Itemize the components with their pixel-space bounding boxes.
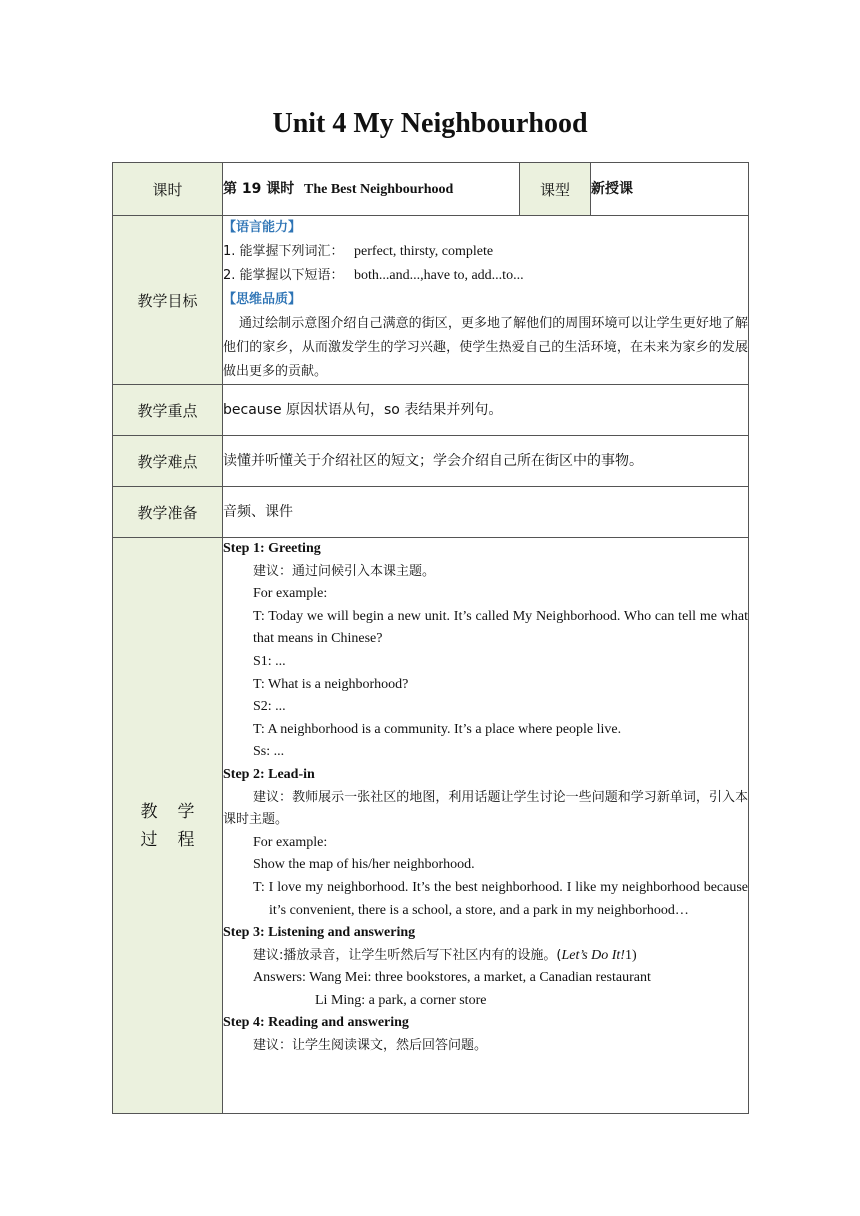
document-title: Unit 4 My Neighbourhood <box>272 108 588 139</box>
key-points-text: because 原因状语从句，so 表结果并列句。 <box>223 385 749 436</box>
step1-example: For example: <box>253 586 328 602</box>
lesson-value <box>223 163 520 216</box>
header-row <box>113 163 749 216</box>
difficulties-text: 读懂并听懂关于介绍社区的短文；学会介绍自己所在街区中的事物。 <box>223 436 749 487</box>
process-row <box>113 538 749 1114</box>
preparation-text: 音频、课件 <box>223 487 749 538</box>
step3-advice: 建议:播放录音，让学生听然后写下社区内有的设施。(Let’s Do It!1) <box>253 947 637 963</box>
type-label: 课型 <box>520 163 591 216</box>
step1-advice: 建议：通过问候引入本课主题。 <box>253 563 436 579</box>
lesson-label: 课时 <box>113 163 223 216</box>
step2-advice: 建议：教师展示一张社区的地图，利用话题让学生讨论一些问题和学习新单词，引入本课时主题。 <box>223 789 748 828</box>
objective-paragraph: 通过绘制示意图介绍自己满意的街区，更多地了解他们的周围环境可以让学生更好地了解他们的家乡，从而激发学生的学习兴趣，使学生热爱自己的生活环境，在未来为家乡的发展做出更多的贡献。 <box>223 316 748 379</box>
step1-dialogue-t3: T: A neighborhood is a community. It’s a place where people live. <box>253 721 622 737</box>
key-points-row <box>113 385 749 436</box>
process-label-line2: 过程 <box>140 829 215 850</box>
step3-answers-1: Answers: Wang Mei: three bookstores, a market, a Canadian restaurant <box>253 970 651 986</box>
step1-dialogue-ss: Ss: ... <box>253 744 285 760</box>
lesson-number: 第 19 课时 <box>223 180 295 197</box>
lesson-plan-table <box>112 162 749 1114</box>
step1-dialogue-s1: S1: ... <box>253 653 286 669</box>
objectives-label: 教学目标 <box>113 216 223 385</box>
objective-item-1: 1. 能掌握下列词汇： perfect, thirsty, complete <box>223 244 494 259</box>
process-label-line1: 教学 <box>140 801 215 822</box>
preparation-row <box>113 487 749 538</box>
step2-example: For example: <box>253 834 328 850</box>
step4-advice: 建议：让学生阅读课文，然后回答问题。 <box>253 1038 488 1054</box>
difficulties-row <box>113 436 749 487</box>
step2-show: Show the map of his/her neighborhood. <box>253 857 475 873</box>
step2-title: Step 2: Lead-in <box>223 766 315 782</box>
step3-answers-2: Li Ming: a park, a corner store <box>315 992 487 1008</box>
preparation-label: 教学准备 <box>113 487 223 538</box>
process-label <box>113 538 223 1114</box>
lesson-topic: The Best Neighbourhood <box>303 181 454 197</box>
process-content <box>223 538 749 1114</box>
step4-title: Step 4: Reading and answering <box>223 1015 409 1031</box>
step1-dialogue-t2: T: What is a neighborhood? <box>253 676 409 692</box>
section-thinking-quality: 【思维品质】 <box>223 292 302 307</box>
step2-dialogue: T: I love my neighborhood. It’s the best neighborhood. I like my neighborhood because it’s convenient, there is a school, a store, and a park in my neighborhood… <box>253 879 748 918</box>
section-language-ability: 【语言能力】 <box>223 220 302 235</box>
objectives-row <box>113 216 749 385</box>
type-value: 新授课 <box>591 163 749 216</box>
step3-title: Step 3: Listening and answering <box>223 925 416 941</box>
step1-title: Step 1: Greeting <box>223 541 321 556</box>
difficulties-label: 教学难点 <box>113 436 223 487</box>
objectives-content <box>223 216 749 385</box>
objective-item-2: 2. 能掌握以下短语： both...and...,have to, add...to... <box>223 268 524 283</box>
key-points-label: 教学重点 <box>113 385 223 436</box>
step1-dialogue-s2: S2: ... <box>253 699 286 715</box>
step1-dialogue-t1: T: Today we will begin a new unit. It’s called My Neighborhood. Who can tell me what that means in Chinese? <box>253 608 748 647</box>
